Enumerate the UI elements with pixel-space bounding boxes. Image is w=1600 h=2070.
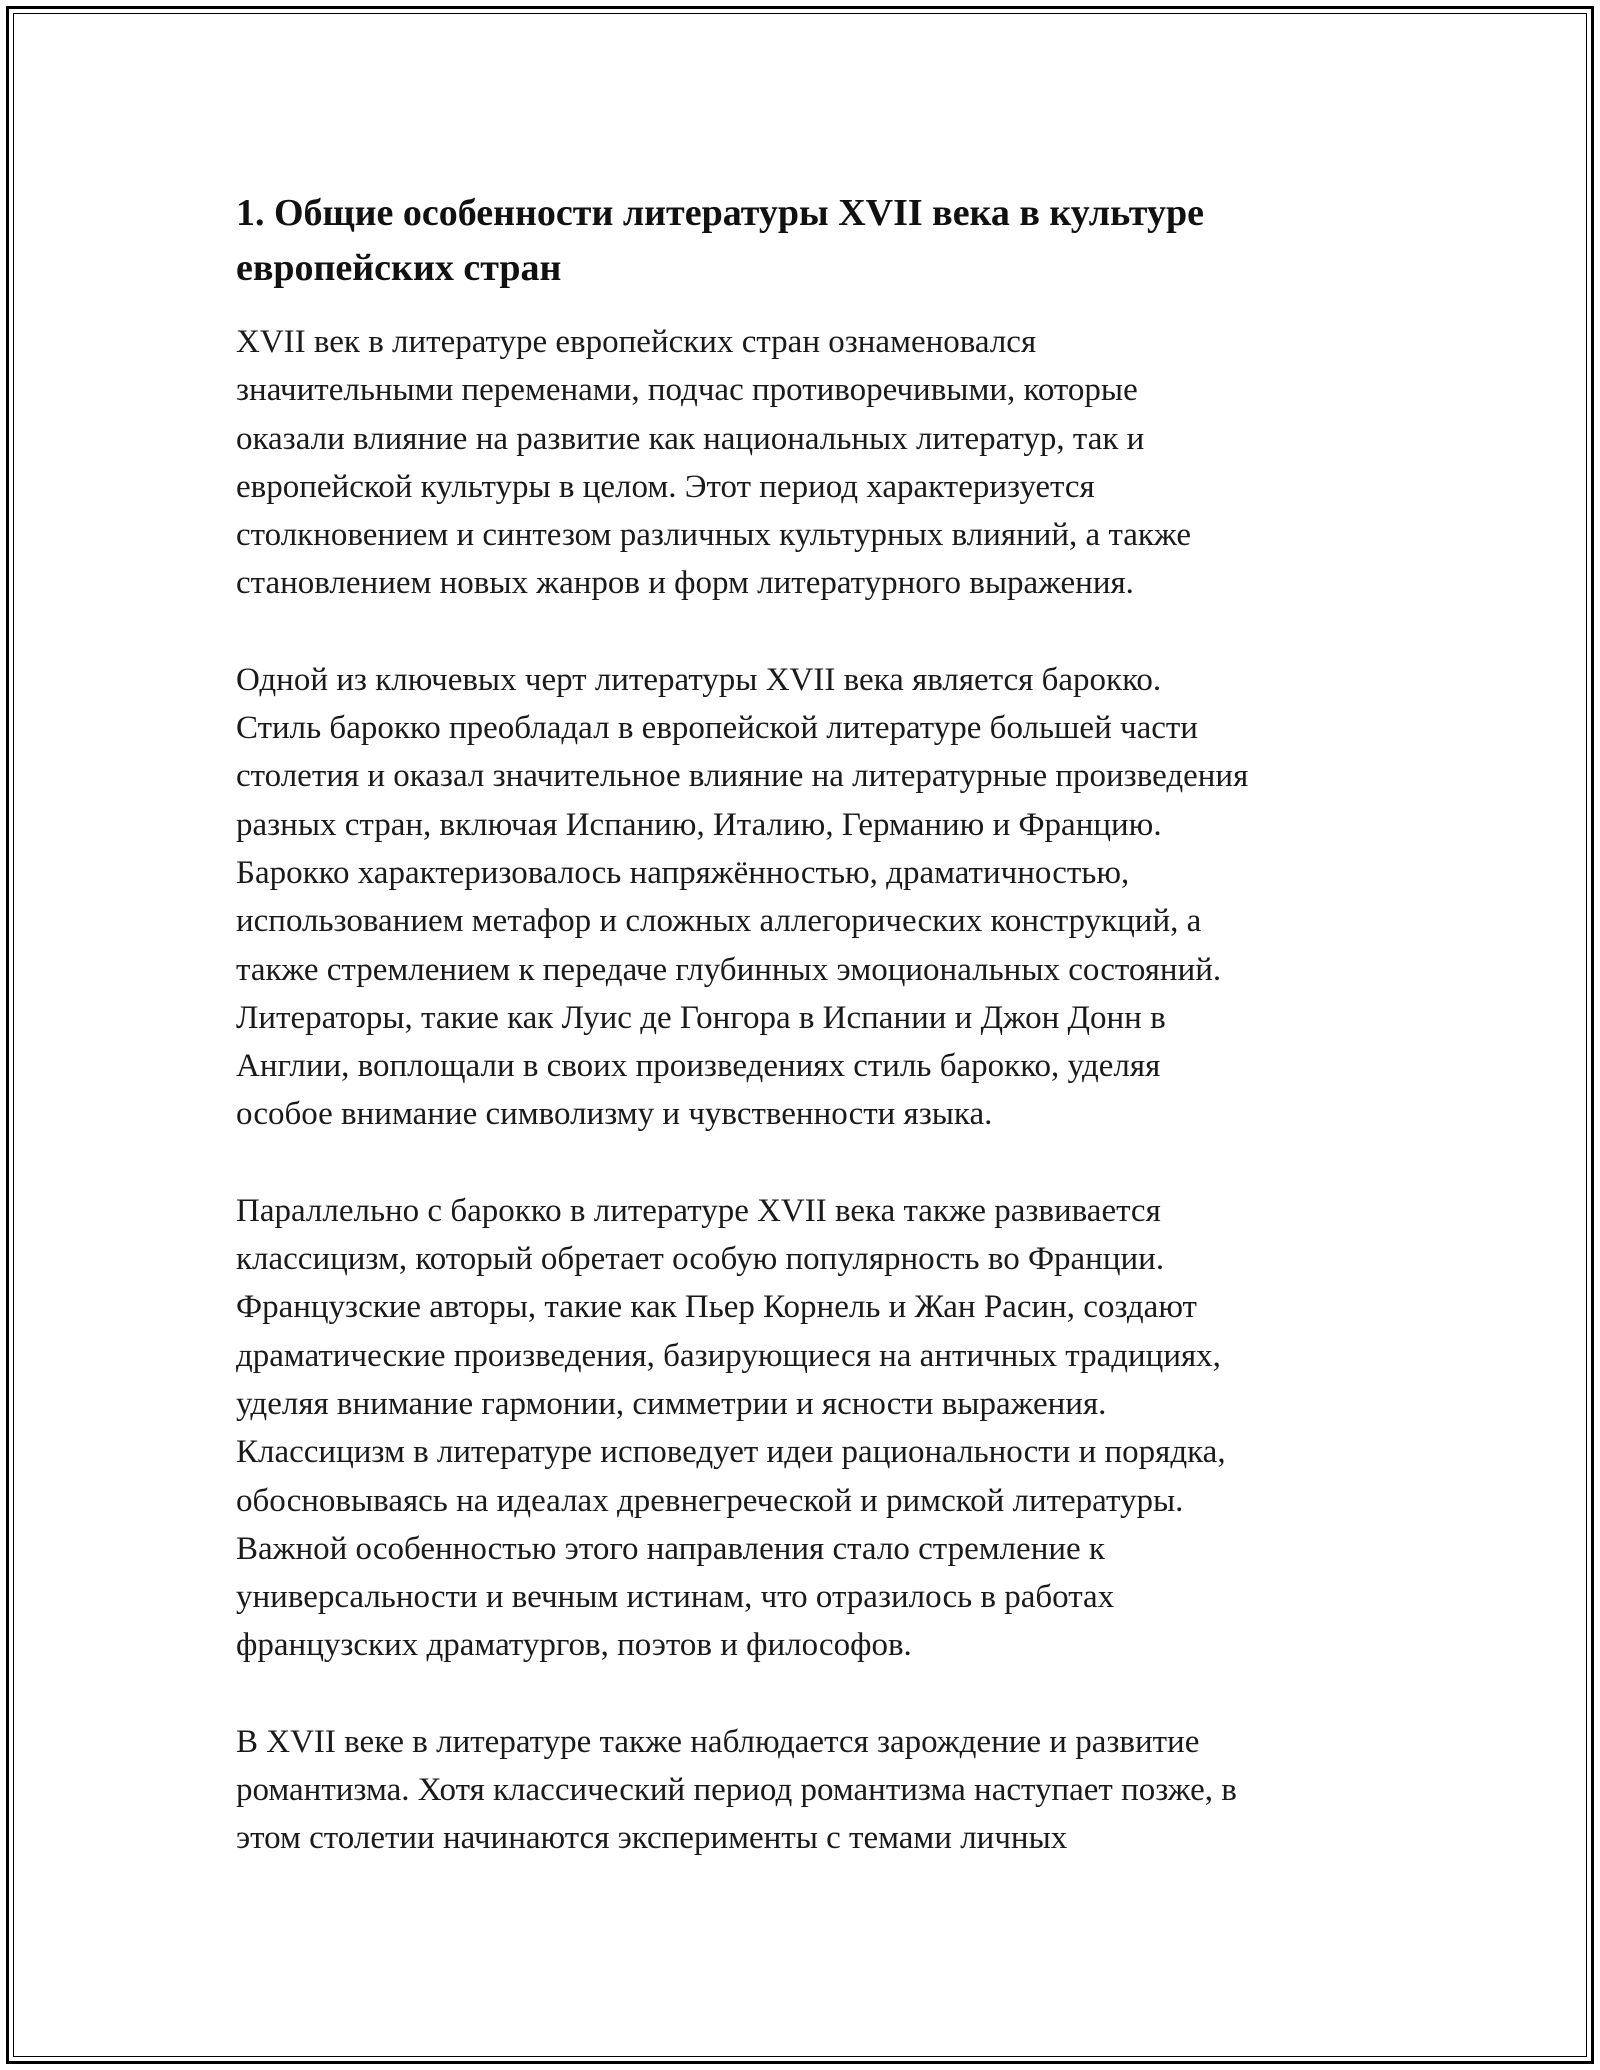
- text-line: XVII век в литературе европейских стран ознаменовался: [236, 324, 1037, 360]
- text-line: также стремлением к передаче глубинных эмоциональных состояний.: [236, 951, 1222, 988]
- text-line: драматические произведения, базирующиеся на античных традициях,: [236, 1337, 1221, 1374]
- text-line: романтизма. Хотя классический период романтизма наступает позже, в: [236, 1772, 1237, 1809]
- paragraph-classicism: [236, 1187, 1376, 1670]
- title-line: европейских стран: [236, 247, 562, 289]
- text-line: европейской культуры в целом. Этот период характеризуется: [236, 468, 1095, 505]
- text-line: классицизм, который обретает особую популярность во Франции.: [236, 1241, 1165, 1278]
- text-line: Барокко характеризовалось напряжённостью, драматичностью,: [236, 854, 1130, 891]
- text-line: разных стран, включая Испанию, Италию, Германию и Францию.: [236, 806, 1162, 843]
- text-line: столетия и оказал значительное влияние на литературные произведения: [236, 758, 1249, 795]
- text-line: оказали влияние на развитие как национальных литератур, так и: [236, 420, 1145, 457]
- text-line: становлением новых жанров и форм литературного выражения.: [236, 565, 1134, 602]
- title-line: 1. Общие особенности литературы XVII века в культуре: [236, 192, 1204, 234]
- text-line: этом столетии начинаются эксперименты с темами личных: [236, 1820, 1068, 1857]
- text-line: особое внимание символизму и чувственности языка.: [236, 1096, 993, 1133]
- text-line: значительными переменами, подчас противоречивыми, которые: [236, 372, 1138, 409]
- text-line: универсальности и вечным истинам, что отразилось в работах: [236, 1579, 1115, 1616]
- text-line: использованием метафор и сложных аллегорических конструкций, а: [236, 903, 1202, 940]
- text-line: В XVII веке в литературе также наблюдается зарождение и развитие: [236, 1723, 1200, 1760]
- paragraph-romanticism: [236, 1718, 1376, 1863]
- document-body: [236, 186, 1376, 1911]
- text-line: уделяя внимание гармонии, симметрии и ясности выражения.: [236, 1385, 1107, 1422]
- text-line: Параллельно с барокко в литературе XVII века также развивается: [236, 1192, 1161, 1229]
- text-line: Французские авторы, такие как Пьер Корнель и Жан Расин, создают: [236, 1289, 1197, 1326]
- text-line: французских драматургов, поэтов и философов.: [236, 1627, 912, 1664]
- text-line: Англии, воплощали в своих произведениях стиль барокко, уделяя: [236, 1048, 1161, 1085]
- text-line: Литераторы, такие как Луис де Гонгора в Испании и Джон Донн в: [236, 999, 1166, 1036]
- text-line: Стиль барокко преобладал в европейской литературе большей части: [236, 710, 1198, 747]
- section-title: [236, 186, 1376, 296]
- text-line: Важной особенностью этого направления стало стремление к: [236, 1530, 1105, 1567]
- paragraph-intro: [236, 318, 1376, 608]
- paragraph-baroque: [236, 656, 1376, 1139]
- text-line: обосновываясь на идеалах древнегреческой и римской литературы.: [236, 1482, 1184, 1519]
- text-line: столкновением и синтезом различных культурных влияний, а также: [236, 517, 1191, 554]
- text-line: Классицизм в литературе исповедует идеи рациональности и порядка,: [236, 1434, 1226, 1471]
- text-line: Одной из ключевых черт литературы XVII века является барокко.: [236, 661, 1162, 698]
